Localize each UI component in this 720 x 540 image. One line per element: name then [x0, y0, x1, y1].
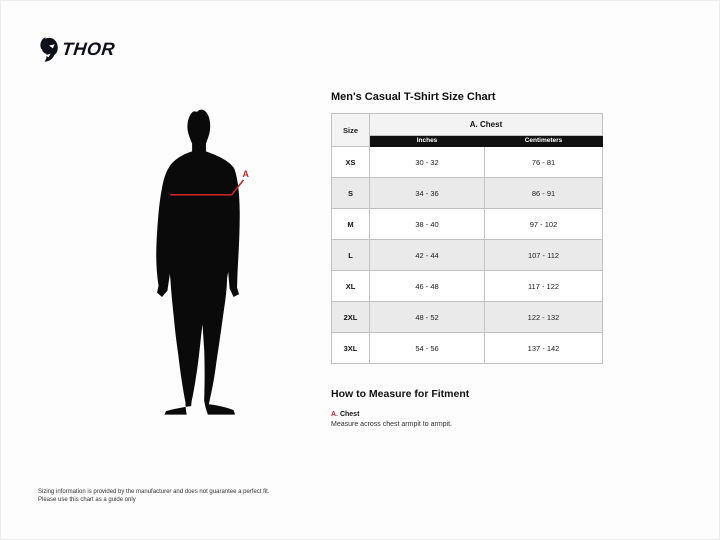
inches-cell: 38 - 40	[370, 209, 485, 240]
size-cell: XL	[332, 271, 370, 302]
chart-title: Men's Casual T-Shirt Size Chart	[331, 91, 496, 103]
brand-logo	[38, 36, 115, 63]
size-cell: M	[332, 209, 370, 240]
measure-item-name: Chest	[339, 411, 360, 418]
man-silhouette-illustration	[142, 104, 260, 420]
table-row	[332, 271, 603, 302]
disclaimer-line-2: Please use this chart as a guide only	[38, 497, 136, 503]
centimeters-column-header: Centimeters	[485, 136, 603, 147]
annotation-letter-a: A	[242, 169, 249, 180]
centimeters-cell: 137 - 142	[485, 333, 603, 364]
size-cell: L	[332, 240, 370, 271]
size-column-header: Size	[332, 114, 370, 147]
table-row	[332, 147, 603, 178]
centimeters-cell: 97 - 102	[485, 209, 603, 240]
inches-cell: 48 - 52	[370, 302, 485, 333]
size-chart-panel	[331, 91, 602, 428]
centimeters-cell: 76 - 81	[485, 147, 603, 178]
centimeters-cell: 107 - 112	[485, 240, 603, 271]
chest-group-header: A. Chest	[370, 114, 603, 136]
measure-item-description: Measure across chest armpit to armpit.	[331, 421, 452, 428]
size-chart-table	[331, 113, 603, 364]
inches-cell: 46 - 48	[370, 271, 485, 302]
size-cell: XS	[332, 147, 370, 178]
size-cell: S	[332, 178, 370, 209]
centimeters-cell: 86 - 91	[485, 178, 603, 209]
size-table-body	[332, 147, 603, 364]
measure-heading: How to Measure for Fitment	[331, 388, 470, 400]
table-row	[332, 302, 603, 333]
brand-wordmark: THOR	[61, 39, 117, 59]
inches-cell: 34 - 36	[370, 178, 485, 209]
measure-item-letter: A.	[331, 411, 338, 418]
table-row	[332, 209, 603, 240]
table-row	[332, 240, 603, 271]
size-cell: 2XL	[332, 302, 370, 333]
centimeters-cell: 117 - 122	[485, 271, 603, 302]
thor-helmet-icon	[38, 36, 59, 63]
table-row	[332, 333, 603, 364]
inches-cell: 42 - 44	[370, 240, 485, 271]
disclaimer-line-1: Sizing information is provided by the manufacturer and does not guarantee a perfect fit.	[38, 489, 270, 495]
measure-section	[331, 388, 602, 428]
centimeters-cell: 122 - 132	[485, 302, 603, 333]
disclaimer	[38, 488, 269, 504]
measurement-figure	[142, 104, 260, 425]
size-cell: 3XL	[332, 333, 370, 364]
inches-cell: 30 - 32	[370, 147, 485, 178]
inches-cell: 54 - 56	[370, 333, 485, 364]
table-row	[332, 178, 603, 209]
inches-column-header: Inches	[370, 136, 485, 147]
measure-item-label	[331, 411, 602, 418]
